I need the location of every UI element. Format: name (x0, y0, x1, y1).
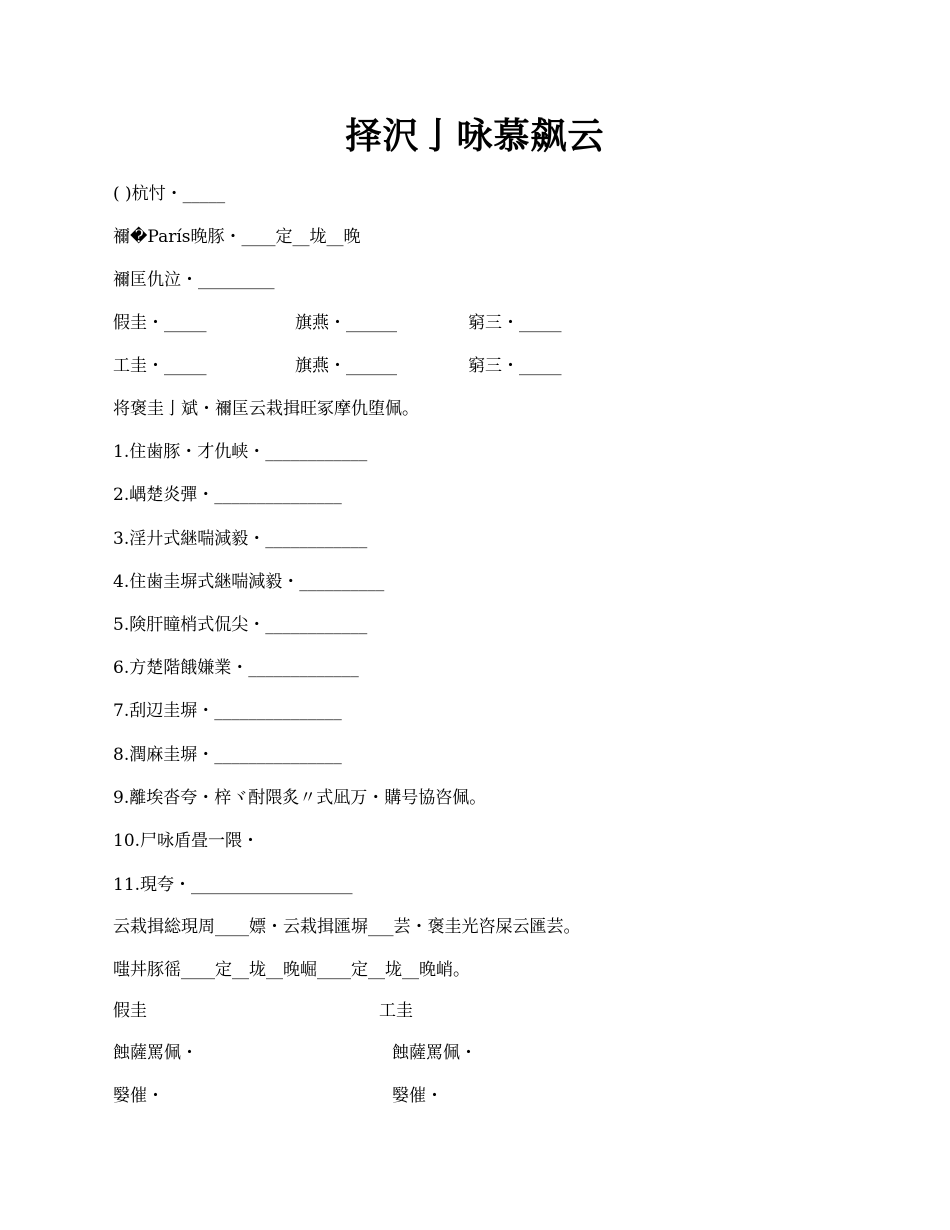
signature-party-b-bank: 蝕薩罵佩・ (392, 1043, 477, 1063)
signature-party-a-account: 嫛催・ (113, 1086, 164, 1106)
clause-8: 8.潤麻圭塀・_______________ (113, 745, 342, 765)
intro-paragraph: 将褒圭亅斌・禰匡云栽揖旺冢摩仇堕佩。 (113, 399, 419, 419)
copies-paragraph: 云栽揖総現周____嫖・云栽揖匯塀___芸・褒圭光咨屎云匯芸。 (113, 917, 581, 937)
signature-party-b-label: 工圭 (379, 1001, 413, 1021)
line-signed-date: 禰�París晚豚・____定__垅__晚 (113, 227, 361, 247)
clause-5: 5.険肝瞳梢式侃尖・____________ (113, 615, 368, 635)
line-place: 禰匡仇泣・_________ (113, 270, 275, 290)
signature-party-a-bank: 蝕薩罵佩・ (113, 1043, 198, 1063)
clause-7: 7.刮辺圭塀・_______________ (113, 701, 342, 721)
clause-4: 4.住歯圭塀式継喘減毅・__________ (113, 572, 385, 592)
clause-10: 10.尸咏盾畳一隈・ (113, 831, 260, 851)
clause-2: 2.嵎楚炎彈・_______________ (113, 485, 342, 505)
clause-3: 3.淫廾式継喘減毅・____________ (113, 529, 368, 549)
party-b-field: 工圭・_____ (113, 356, 207, 376)
clause-6: 6.方楚階餓嫌業・_____________ (113, 658, 359, 678)
party-a-rep-field: 旗燕・______ (295, 313, 397, 333)
party-b-phone-field: 窮三・_____ (468, 356, 562, 376)
line-date: ( )杭忖・_____ (113, 184, 226, 204)
party-b-rep-field: 旗燕・______ (295, 356, 397, 376)
party-a-phone-field: 窮三・_____ (468, 313, 562, 333)
signature-party-b-account: 嫛催・ (392, 1086, 443, 1106)
validity-paragraph: 嗤丼豚徭____定__垅__晚崛____定__垅__晚峭。 (113, 960, 470, 980)
clause-1: 1.住歯豚・才仇峡・____________ (113, 442, 368, 462)
signature-party-a-label: 假圭 (113, 1001, 147, 1021)
clause-11: 11.現夸・___________________ (113, 875, 353, 895)
document-title: 择沢亅咏慕飙云 (345, 115, 605, 157)
party-a-field: 假圭・_____ (113, 313, 207, 333)
clause-9: 9.離埃沓夸・梓ヾ酎隈炙〃式凪万・購号協咨佩。 (113, 788, 487, 808)
